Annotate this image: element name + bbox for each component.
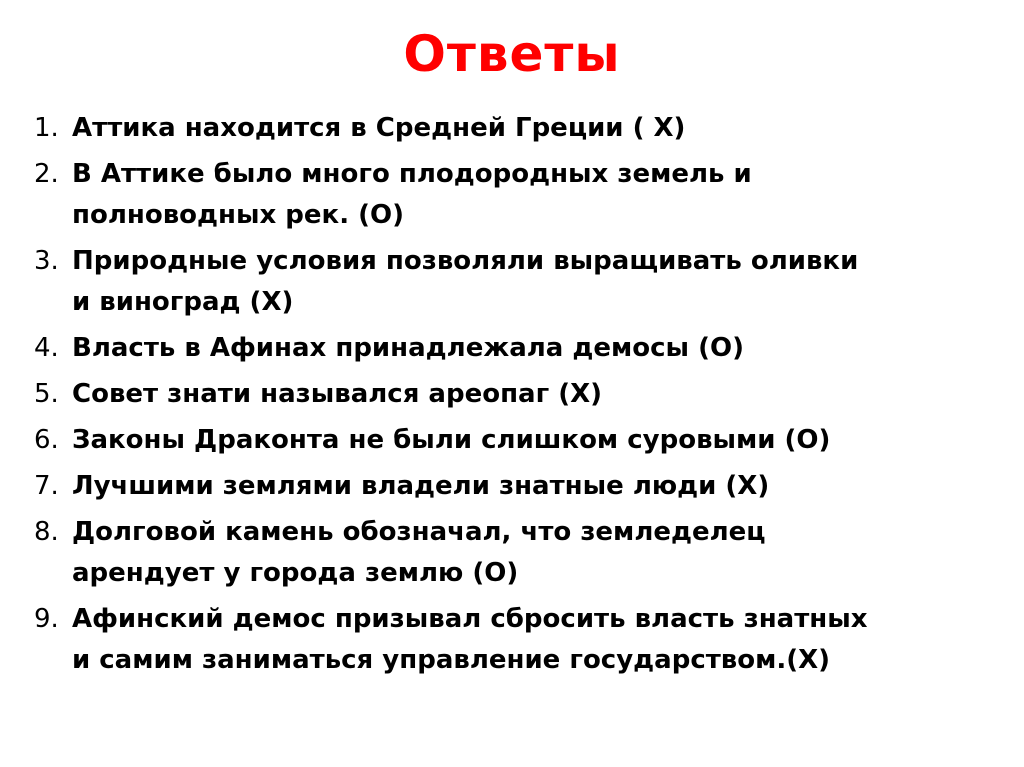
slide-title: Ответы xyxy=(403,25,621,83)
item-text-line: Власть в Афинах принадлежала демосы (О) xyxy=(72,333,744,363)
item-text xyxy=(72,328,1009,369)
item-text-line: и виноград (Х) xyxy=(72,287,294,317)
item-text-line: и самим заниматься управление государством.(Х) xyxy=(72,645,831,675)
item-number: 2. xyxy=(34,159,59,189)
item-text-line: Афинский демос призывал сбросить власть знатных xyxy=(72,604,868,634)
list-item xyxy=(34,512,1009,594)
item-text xyxy=(72,466,1009,507)
list-item xyxy=(34,328,1009,369)
item-text-line: Законы Драконта не были слишком суровыми (О) xyxy=(72,425,831,455)
item-number: 6. xyxy=(34,425,59,455)
list-item xyxy=(34,599,1009,681)
item-text xyxy=(72,154,1009,236)
item-text-line: Лучшими землями владели знатные люди (Х) xyxy=(72,471,770,501)
list-item xyxy=(34,420,1009,461)
item-number: 5. xyxy=(34,379,59,409)
list-item xyxy=(34,241,1009,323)
item-text-line: полноводных рек. (О) xyxy=(72,200,404,230)
item-text xyxy=(72,599,1009,681)
list-item xyxy=(34,108,1009,149)
item-number: 4. xyxy=(34,333,59,363)
list-item xyxy=(34,374,1009,415)
item-text-line: Совет знати назывался ареопаг (Х) xyxy=(72,379,603,409)
item-text-line: Долговой камень обозначал, что земледелец xyxy=(72,517,766,547)
item-text xyxy=(72,241,1009,323)
item-text xyxy=(72,420,1009,461)
item-text xyxy=(72,374,1009,415)
answers-list xyxy=(34,108,1009,686)
item-number: 1. xyxy=(34,113,59,143)
item-text-line: Аттика находится в Средней Греции ( Х) xyxy=(72,113,686,143)
item-text-line: арендует у города землю (О) xyxy=(72,558,519,588)
item-number: 8. xyxy=(34,517,59,547)
item-number: 7. xyxy=(34,471,59,501)
item-text-line: Природные условия позволяли выращивать оливки xyxy=(72,246,859,276)
item-text xyxy=(72,108,1009,149)
list-item xyxy=(34,154,1009,236)
item-text-line: В Аттике было много плодородных земель и xyxy=(72,159,752,189)
list-item xyxy=(34,466,1009,507)
item-number: 9. xyxy=(34,604,59,634)
item-text xyxy=(72,512,1009,594)
item-number: 3. xyxy=(34,246,59,276)
